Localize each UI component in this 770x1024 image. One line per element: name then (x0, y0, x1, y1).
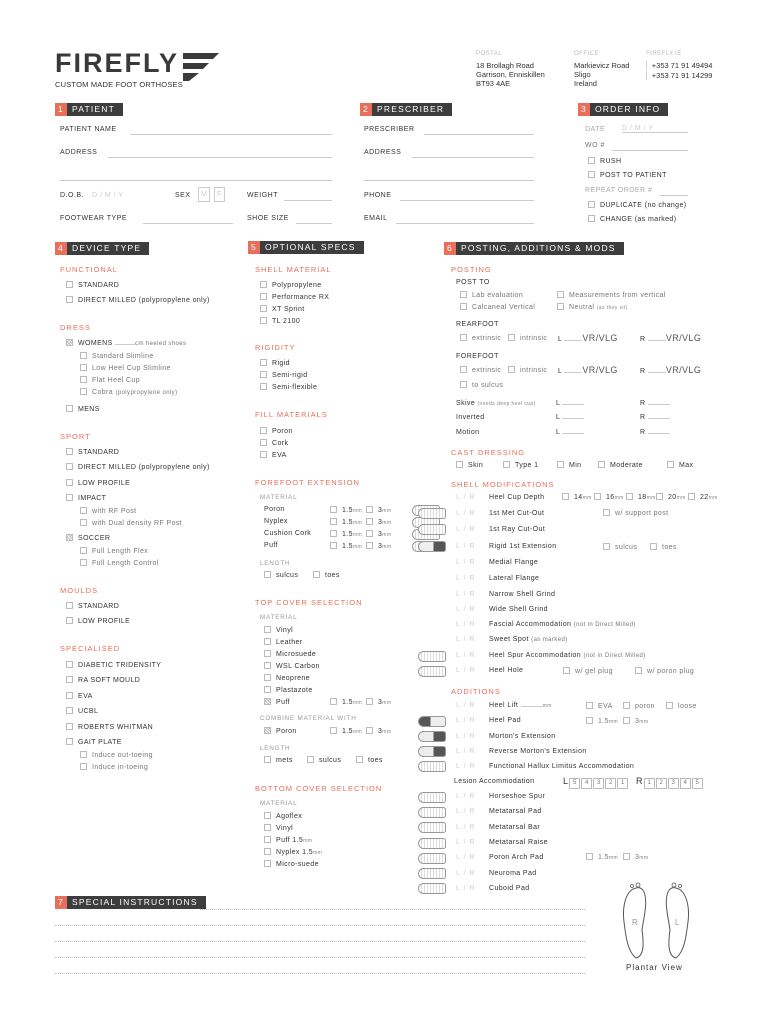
date-label: DATE (585, 126, 606, 133)
rigidity-heading: RIGIDITY (255, 343, 296, 352)
soccer-full-control[interactable]: Full Length Control (80, 559, 159, 567)
performance-rx[interactable]: Performance RX (260, 293, 329, 301)
lr-mortons[interactable]: L / R (456, 733, 476, 740)
heel-lift-label: Heel Lift mm (489, 702, 552, 709)
poron-plug[interactable]: w/ poron plug (635, 667, 694, 675)
section-special-instructions: 7 SPECIAL INSTRUCTIONS (55, 896, 206, 909)
dress-womens[interactable]: WOMENS cm heeled shoes (66, 339, 186, 347)
combine-mets[interactable]: mets (264, 756, 293, 764)
bc-agoflex[interactable]: Agoflex (264, 812, 302, 820)
ra-soft-mould[interactable]: RA SOFT MOULD (66, 676, 140, 684)
cobra[interactable]: Cobra (polypropylene only) (80, 388, 177, 396)
dob-field[interactable]: D / M / Y (92, 192, 124, 199)
special-line-4[interactable] (55, 957, 585, 958)
wide-grind-label: Wide Shell Grind (489, 606, 548, 613)
ffe-puff-15[interactable]: 1.5mm (330, 542, 362, 550)
dress-heading: DRESS (60, 323, 91, 332)
bc-nyplex[interactable]: Nyplex 1.5mm (264, 848, 322, 856)
lr-rev-mortons[interactable]: L / R (456, 748, 476, 755)
skive-right[interactable]: R (640, 400, 670, 407)
foot-neuroma-icon (418, 868, 446, 879)
cast-moderate[interactable]: Moderate (598, 461, 643, 469)
ffe-nyplex-3[interactable]: 3mm (366, 518, 391, 526)
foot-mortons-icon (418, 731, 446, 742)
ffe-cushion-cork: Cushion Cork (264, 530, 312, 537)
patient-address-label: ADDRESS (60, 149, 98, 156)
ffe-length-label: LENGTH (260, 560, 291, 567)
rf-intrinsic[interactable]: intrinsic (508, 334, 547, 342)
special-line-2[interactable] (55, 925, 585, 926)
weight-label: WEIGHT (247, 192, 278, 199)
ffe-poron-3[interactable]: 3mm (366, 506, 391, 514)
tl-2100[interactable]: TL 2100 (260, 317, 300, 325)
foot-heel-spur-icon (418, 651, 446, 662)
motion-right[interactable]: R (640, 429, 670, 436)
prescriber-phone-label: PHONE (364, 192, 392, 199)
moulds-standard[interactable]: STANDARD (66, 602, 119, 610)
arch-pad-label: Poron Arch Pad (489, 854, 544, 861)
sport-standard[interactable]: STANDARD (66, 448, 119, 456)
foot-cuboid-icon (418, 883, 446, 894)
heel-cup-14[interactable]: 14mm (562, 493, 592, 501)
semi-flexible[interactable]: Semi-flexible (260, 383, 317, 391)
tc-microsuede[interactable]: Microsuede (264, 650, 316, 658)
shoe-size-field[interactable] (296, 223, 332, 224)
ffe-cork-3[interactable]: 3mm (366, 530, 391, 538)
fill-poron[interactable]: Poron (260, 427, 293, 435)
fascial-label: Fascial Accommodation (not in Direct Milled) (489, 621, 636, 628)
foot-met-raise-icon (418, 838, 446, 849)
website: FIREFLY.IE (646, 51, 682, 57)
office-label: OFFICE (574, 51, 599, 57)
functional-heading: FUNCTIONAL (60, 265, 118, 274)
heel-pad-15[interactable]: 1.5mm (586, 717, 618, 725)
special-line-5[interactable] (55, 973, 585, 974)
plantar-l-label: L (675, 918, 680, 927)
ffe-puff-3[interactable]: 3mm (366, 542, 391, 550)
rf-right-vrvlg[interactable]: R VR/VLG (640, 333, 702, 343)
heel-cup-22[interactable]: 22mm (688, 493, 718, 501)
postal-label: POSTAL (476, 51, 503, 57)
brand-logo: FIREFLY (55, 48, 180, 78)
plantar-view-label: Plantar View (626, 963, 683, 972)
bc-microsuede[interactable]: Micro-suede (264, 860, 319, 868)
xt-sprint[interactable]: XT Sprint (260, 305, 305, 313)
change-checkbox[interactable]: CHANGE (as marked) (588, 215, 676, 223)
section-patient: 1 PATIENT (55, 103, 123, 116)
dress-mens[interactable]: MENS (66, 405, 100, 413)
combine-poron[interactable]: Poron (264, 727, 297, 735)
tc-puff[interactable]: Puff (264, 698, 290, 706)
ff-extrinsic[interactable]: extrinsic (460, 366, 501, 374)
rf-left-vrvlg[interactable]: L VR/VLG (558, 333, 618, 343)
fill-cork[interactable]: Cork (260, 439, 288, 447)
lr-rigid-ext[interactable]: L / R (456, 543, 476, 550)
combine-label: COMBINE MATERIAL WITH (260, 715, 357, 722)
lr-met-cut[interactable]: L / R (456, 510, 476, 517)
combine-length-label: LENGTH (260, 745, 291, 752)
inverted-left[interactable]: L (556, 414, 584, 421)
combine-3[interactable]: 3mm (366, 727, 391, 735)
soccer-full-flex[interactable]: Full Length Flex (80, 547, 148, 555)
heel-cup-16[interactable]: 16mm (594, 493, 624, 501)
dob-label: D.O.B. (60, 192, 85, 199)
rigid-ext-label: Rigid 1st Extension (489, 543, 557, 550)
bc-material-label: MATERIAL (260, 800, 298, 807)
sport-impact[interactable]: IMPACT (66, 494, 106, 502)
functional-direct-milled[interactable]: DIRECT MILLED (polypropylene only) (66, 296, 210, 304)
lr-narrow[interactable]: L / R (456, 591, 476, 598)
cuboid-label: Cuboid Pad (489, 885, 530, 892)
medial-flange-label: Medial Flange (489, 559, 539, 566)
tc-wsl-carbon[interactable]: WSL Carbon (264, 662, 320, 670)
combine-toes[interactable]: toes (356, 756, 383, 764)
lr-met-pad[interactable]: L / R (456, 808, 476, 815)
top-cover-heading: TOP COVER SELECTION (255, 598, 363, 607)
arch-pad-15[interactable]: 1.5mm (586, 853, 618, 861)
arch-pad-3[interactable]: 3mm (623, 853, 648, 861)
foot-heel-pad-icon (418, 716, 446, 727)
ffe-poron-15[interactable]: 1.5mm (330, 506, 362, 514)
shell-material-heading: SHELL MATERIAL (255, 265, 332, 274)
phone-icon: ▏ (646, 61, 652, 70)
foot-ray-cut-icon (418, 524, 446, 535)
prescriber-address-field[interactable] (412, 157, 534, 158)
bc-vinyl[interactable]: Vinyl (264, 824, 293, 832)
foot-rigid-ext-icon (418, 541, 446, 552)
roberts-whitman[interactable]: ROBERTS WHITMAN (66, 723, 153, 731)
lesion-left[interactable]: L 5 4 3 2 1 (563, 776, 628, 789)
inverted-label: Inverted (456, 414, 485, 421)
fhl-label: Functional Hallux Limitus Accommodation (489, 763, 635, 770)
heel-lift-loose[interactable]: loose (666, 702, 697, 710)
wo-label: WO # (585, 142, 605, 149)
lr-heel-pad[interactable]: L / R (456, 717, 476, 724)
semi-rigid[interactable]: Semi-rigid (260, 371, 308, 379)
heel-cup-depth-label: Heel Cup Depth (489, 494, 545, 501)
sex-m-box[interactable]: M (198, 187, 210, 202)
bottom-cover-heading: BOTTOM COVER SELECTION (255, 784, 383, 793)
bc-puff[interactable]: Puff 1.5mm (264, 836, 312, 844)
lr-heel-lift[interactable]: L / R (456, 702, 476, 709)
ffe-toes[interactable]: toes (313, 571, 340, 579)
ucbl[interactable]: UCBL (66, 707, 98, 715)
tc-plastazote[interactable]: Plastazote (264, 686, 313, 694)
lr-arch-pad[interactable]: L / R (456, 854, 476, 861)
lr-fascial[interactable]: L / R (456, 621, 476, 628)
tc-puff-15[interactable]: 1.5mm (330, 698, 362, 706)
heel-cup-18[interactable]: 18mm (626, 493, 656, 501)
rigid[interactable]: Rigid (260, 359, 290, 367)
rush-checkbox[interactable]: RUSH (588, 157, 621, 165)
patient-name-label: PATIENT NAME (60, 126, 117, 133)
diabetic-tridensity[interactable]: DIABETIC TRIDENSITY (66, 661, 161, 669)
lr-wide[interactable]: L / R (456, 606, 476, 613)
post-to-patient-checkbox[interactable]: POST TO PATIENT (588, 171, 667, 179)
combine-15[interactable]: 1.5mm (330, 727, 362, 735)
moulds-low-profile[interactable]: LOW PROFILE (66, 617, 130, 625)
patient-name-field[interactable] (130, 134, 332, 135)
narrow-grind-label: Narrow Shell Grind (489, 591, 556, 598)
duplicate-checkbox[interactable]: DUPLICATE (no change) (588, 201, 686, 209)
fax-icon: ▏ (646, 71, 652, 80)
skive-left[interactable]: L (556, 400, 584, 407)
additions-heading: ADDITIONS (451, 687, 501, 696)
ff-left-vrvlg[interactable]: L VR/VLG (558, 365, 618, 375)
sex-f-box[interactable]: F (214, 187, 225, 202)
repeat-order-label: REPEAT ORDER # (585, 187, 653, 194)
section-posting: 6 POSTING, ADDITIONS & MODS (444, 242, 624, 255)
post-to-label: POST TO (456, 279, 490, 286)
foot-met-cut-icon (418, 508, 446, 519)
induce-out-toeing[interactable]: Induce out-toeing (80, 751, 153, 759)
ffe-poron: Poron (264, 506, 285, 513)
section-order-info: 3 ORDER INFO (578, 103, 668, 116)
heel-hole-label: Heel Hole (489, 667, 524, 674)
phone-2: ▏+353 71 91 14299 (646, 71, 713, 80)
lesion-label: Lesion Accommodation (454, 778, 535, 785)
ff-right-vrvlg[interactable]: R VR/VLG (640, 365, 702, 375)
lr-ray-cut[interactable]: L / R (456, 526, 476, 533)
inverted-right[interactable]: R (640, 414, 670, 421)
tc-puff-3[interactable]: 3mm (366, 698, 391, 706)
prescriber-name-field[interactable] (424, 134, 534, 135)
ray-cut-label: 1st Ray Cut-Out (489, 526, 546, 533)
ffe-sulcus[interactable]: sulcus (264, 571, 298, 579)
to-sulcus[interactable]: to sulcus (460, 381, 503, 389)
section-optional-specs: 5 OPTIONAL SPECS (248, 241, 364, 254)
lr-heel-cup[interactable]: L / R (456, 494, 476, 501)
motion-label: Motion (456, 429, 480, 436)
phone-1: ▏+353 71 91 49494 (646, 61, 713, 70)
cast-min[interactable]: Min (557, 461, 581, 469)
foot-horseshoe-icon (418, 792, 446, 803)
lr-fhl[interactable]: L / R (456, 763, 476, 770)
sport-soccer[interactable]: SOCCER (66, 534, 110, 542)
polypropylene[interactable]: Polypropylene (260, 281, 322, 289)
lr-cuboid[interactable]: L / R (456, 885, 476, 892)
foot-met-pad-icon (418, 807, 446, 818)
impact-rf-post[interactable]: with RF Post (80, 507, 136, 515)
ffe-nyplex-15[interactable]: 1.5mm (330, 518, 362, 526)
special-line-3[interactable] (55, 941, 585, 942)
lr-medial[interactable]: L / R (456, 559, 476, 566)
mortons-label: Morton's Extension (489, 733, 556, 740)
met-raise-label: Metatarsal Raise (489, 839, 548, 846)
lr-heel-spur[interactable]: L / R (456, 652, 476, 659)
induce-in-toeing[interactable]: Induce in-toeing (80, 763, 148, 771)
section-prescriber: 2 PRESCRIBER (360, 103, 452, 116)
sport-heading: SPORT (60, 432, 91, 441)
date-field[interactable]: D / M / Y (622, 125, 688, 133)
cast-skin[interactable]: Skin (456, 461, 483, 469)
office-address: Markievicz Road Sligo Ireland (574, 61, 630, 88)
foot-heel-hole-icon (418, 666, 446, 677)
rigid-ext-sulcus[interactable]: sulcus (603, 543, 637, 551)
patient-address-field-2[interactable] (60, 180, 332, 181)
tc-vinyl[interactable]: Vinyl (264, 626, 293, 634)
prescriber-email-label: EMAIL (364, 215, 388, 222)
heel-lift-poron[interactable]: poron (623, 702, 655, 710)
standard-slimline[interactable]: Standard Slimline (80, 352, 154, 360)
flat-heel-cup[interactable]: Flat Heel Cup (80, 376, 140, 384)
plantar-r-label: R (632, 918, 638, 927)
rigid-ext-toes[interactable]: toes (650, 543, 677, 551)
shell-mods-heading: SHELL MODIFICATIONS (451, 480, 555, 489)
weight-field[interactable] (284, 200, 332, 201)
support-post[interactable]: w/ support post (603, 509, 668, 517)
ffe-cork-15[interactable]: 1.5mm (330, 530, 362, 538)
firefly-logo-icon (183, 53, 219, 81)
tc-neoprene[interactable]: Neoprene (264, 674, 310, 682)
fill-materials-heading: FILL MATERIALS (255, 410, 328, 419)
forefoot-extension-heading: FOREFOOT EXTENSION (255, 478, 360, 487)
skive-label: Skive (needs deep heel cup) (456, 400, 536, 407)
prescriber-address-field-2[interactable] (364, 180, 534, 181)
cast-dressing-heading: CAST DRESSING (451, 448, 526, 457)
lateral-flange-label: Lateral Flange (489, 575, 540, 582)
lab-evaluation[interactable]: Lab evaluation (460, 291, 523, 299)
rev-mortons-label: Reverse Morton's Extension (489, 748, 587, 755)
plantar-feet-icon (618, 882, 694, 962)
moulds-heading: MOULDS (60, 586, 99, 595)
lr-lateral[interactable]: L / R (456, 575, 476, 582)
foot-rev-mortons-icon (418, 746, 446, 757)
lr-neuroma[interactable]: L / R (456, 870, 476, 877)
heel-lift-eva[interactable]: EVA (586, 702, 613, 710)
ffe-puff: Puff (264, 542, 278, 549)
prescriber-email-field[interactable] (396, 223, 534, 224)
repeat-order-field[interactable] (660, 195, 688, 196)
ff-intrinsic[interactable]: intrinsic (508, 366, 547, 374)
prescriber-address-label: ADDRESS (364, 149, 402, 156)
met-cut-label: 1st Met Cut-Out (489, 510, 545, 517)
cast-type1[interactable]: Type 1 (503, 461, 538, 469)
foot-arch-pad-icon (418, 853, 446, 864)
cast-max[interactable]: Max (667, 461, 693, 469)
tc-leather[interactable]: Leather (264, 638, 303, 646)
neuroma-label: Neuroma Pad (489, 870, 537, 877)
measurements-vertical[interactable]: Measurements from vertical (557, 291, 666, 299)
motion-left[interactable]: L (556, 429, 584, 436)
lr-sweet[interactable]: L / R (456, 636, 476, 643)
impact-dual-rf-post[interactable]: with Dual density RF Post (80, 519, 182, 527)
low-heel-cup-slimline[interactable]: Low Heel Cup Slimline (80, 364, 171, 372)
gel-plug[interactable]: w/ gel plug (563, 667, 613, 675)
met-bar-label: Metatarsal Bar (489, 824, 541, 831)
footwear-field[interactable] (143, 223, 233, 224)
posting-heading: POSTING (451, 265, 492, 274)
calcaneal-vertical[interactable]: Calcaneal Vertical (460, 303, 535, 311)
sweet-spot-label: Sweet Spot (as marked) (489, 636, 568, 643)
section-device-type: 4 DEVICE TYPE (55, 242, 149, 255)
special-line-1[interactable] (200, 909, 585, 910)
heel-spur-label: Heel Spur Accommodation (not in Direct Milled) (489, 652, 646, 659)
foot-met-bar-icon (418, 822, 446, 833)
heel-cup-20[interactable]: 20mm (656, 493, 686, 501)
tc-material-label: MATERIAL (260, 614, 298, 621)
ffe-nyplex: Nyplex (264, 518, 288, 525)
lr-horseshoe[interactable]: L / R (456, 793, 476, 800)
lr-met-raise[interactable]: L / R (456, 839, 476, 846)
rf-extrinsic[interactable]: extrinsic (460, 334, 501, 342)
rearfoot-label: REARFOOT (456, 321, 499, 328)
prescriber-name-label: PRESCRIBER (364, 126, 415, 133)
gait-plate[interactable]: GAIT PLATE (66, 738, 122, 746)
specialised-eva[interactable]: EVA (66, 692, 93, 700)
functional-standard[interactable]: STANDARD (66, 281, 119, 289)
sport-direct-milled[interactable]: DIRECT MILLED (polypropylene only) (66, 463, 210, 471)
lesion-right[interactable]: R 1 2 3 4 5 (636, 776, 703, 789)
tagline: CUSTOM MADE FOOT ORTHOSES (55, 80, 183, 89)
specialised-heading: SPECIALISED (60, 644, 121, 653)
patient-address-field[interactable] (108, 157, 332, 158)
shoe-size-label: SHOE SIZE (247, 215, 289, 222)
prescriber-phone-field[interactable] (400, 200, 534, 201)
postal-address: 18 Brollagh Road Garrison, Enniskillen BT93 4AE (476, 61, 545, 88)
met-pad-label: Metatarsal Pad (489, 808, 542, 815)
foot-fhl-icon (418, 761, 446, 772)
heel-pad-3[interactable]: 3mm (623, 717, 648, 725)
lr-heel-hole[interactable]: L / R (456, 667, 476, 674)
sex-label: SEX (175, 192, 191, 199)
fill-eva[interactable]: EVA (260, 451, 287, 459)
wo-field[interactable] (612, 150, 688, 151)
horseshoe-label: Horseshoe Spur (489, 793, 546, 800)
neutral[interactable]: Neutral (as they sit) (557, 303, 628, 311)
lr-met-bar[interactable]: L / R (456, 824, 476, 831)
heel-pad-label: Heel Pad (489, 717, 521, 724)
combine-sulcus[interactable]: sulcus (307, 756, 341, 764)
footwear-label: FOOTWEAR TYPE (60, 215, 128, 222)
ffe-material-label: MATERIAL (260, 494, 298, 501)
forefoot-label: FOREFOOT (456, 353, 499, 360)
sport-low-profile[interactable]: LOW PROFILE (66, 479, 130, 487)
